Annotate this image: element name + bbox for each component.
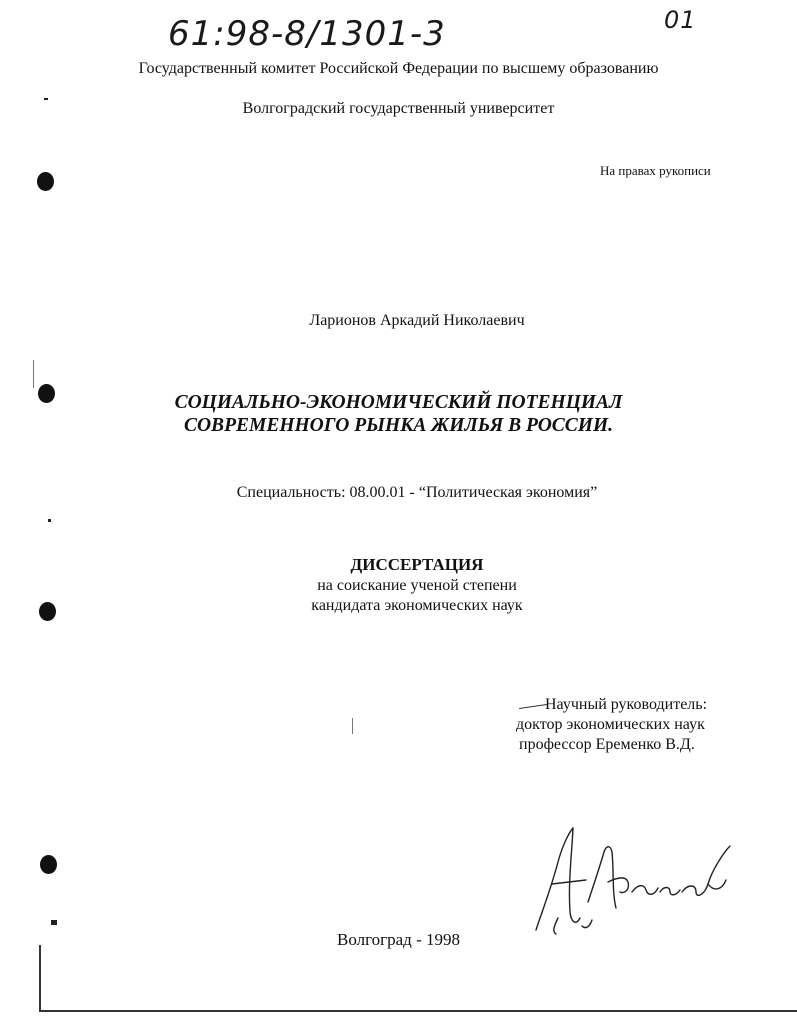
punch-hole: [39, 602, 56, 621]
advisor-name: профессор Еременко В.Д.: [519, 736, 695, 753]
page-bottom-edge: [39, 1010, 797, 1012]
handwritten-dash: [519, 704, 547, 709]
punch-hole: [40, 855, 57, 874]
advisor-label: Научный руководитель:: [545, 696, 708, 713]
rights-note: На правах рукописи: [600, 163, 711, 178]
scan-line: [352, 718, 353, 734]
advisor-degree: доктор экономических наук: [516, 716, 705, 733]
punch-hole: [38, 384, 55, 403]
university-line: Волгоградский государственный университет: [242, 100, 555, 117]
author-name: Ларионов Аркадий Николаевич: [309, 312, 525, 329]
scan-speck: [51, 920, 57, 925]
specialty-line: Специальность: 08.00.01 - “Политическая экономия”: [236, 484, 598, 501]
punch-hole: [37, 172, 54, 191]
title-line-1: СОЦИАЛЬНО-ЭКОНОМИЧЕСКИЙ ПОТЕНЦИАЛ: [174, 392, 623, 413]
scan-line: [33, 360, 34, 388]
title-line-2: СОВРЕМЕННОГО РЫНКА ЖИЛЬЯ В РОССИИ.: [183, 415, 614, 436]
degree-line-2: кандидата экономических наук: [311, 597, 523, 614]
degree-line-1: на соискание ученой степени: [317, 577, 517, 594]
city-year: Волгоград - 1998: [337, 930, 460, 949]
author-signature: [528, 822, 738, 937]
scan-speck: [48, 519, 51, 522]
dissertation-heading: ДИССЕРТАЦИЯ: [350, 555, 484, 574]
copy-mark-handwritten: 01: [664, 6, 697, 34]
scan-speck: [44, 98, 48, 100]
committee-line: Государственный комитет Российской Федерации по высшему образованию: [138, 60, 659, 77]
scan-line: [39, 945, 41, 1011]
shelf-code-handwritten: 61:98-8/1301-3: [168, 14, 446, 54]
